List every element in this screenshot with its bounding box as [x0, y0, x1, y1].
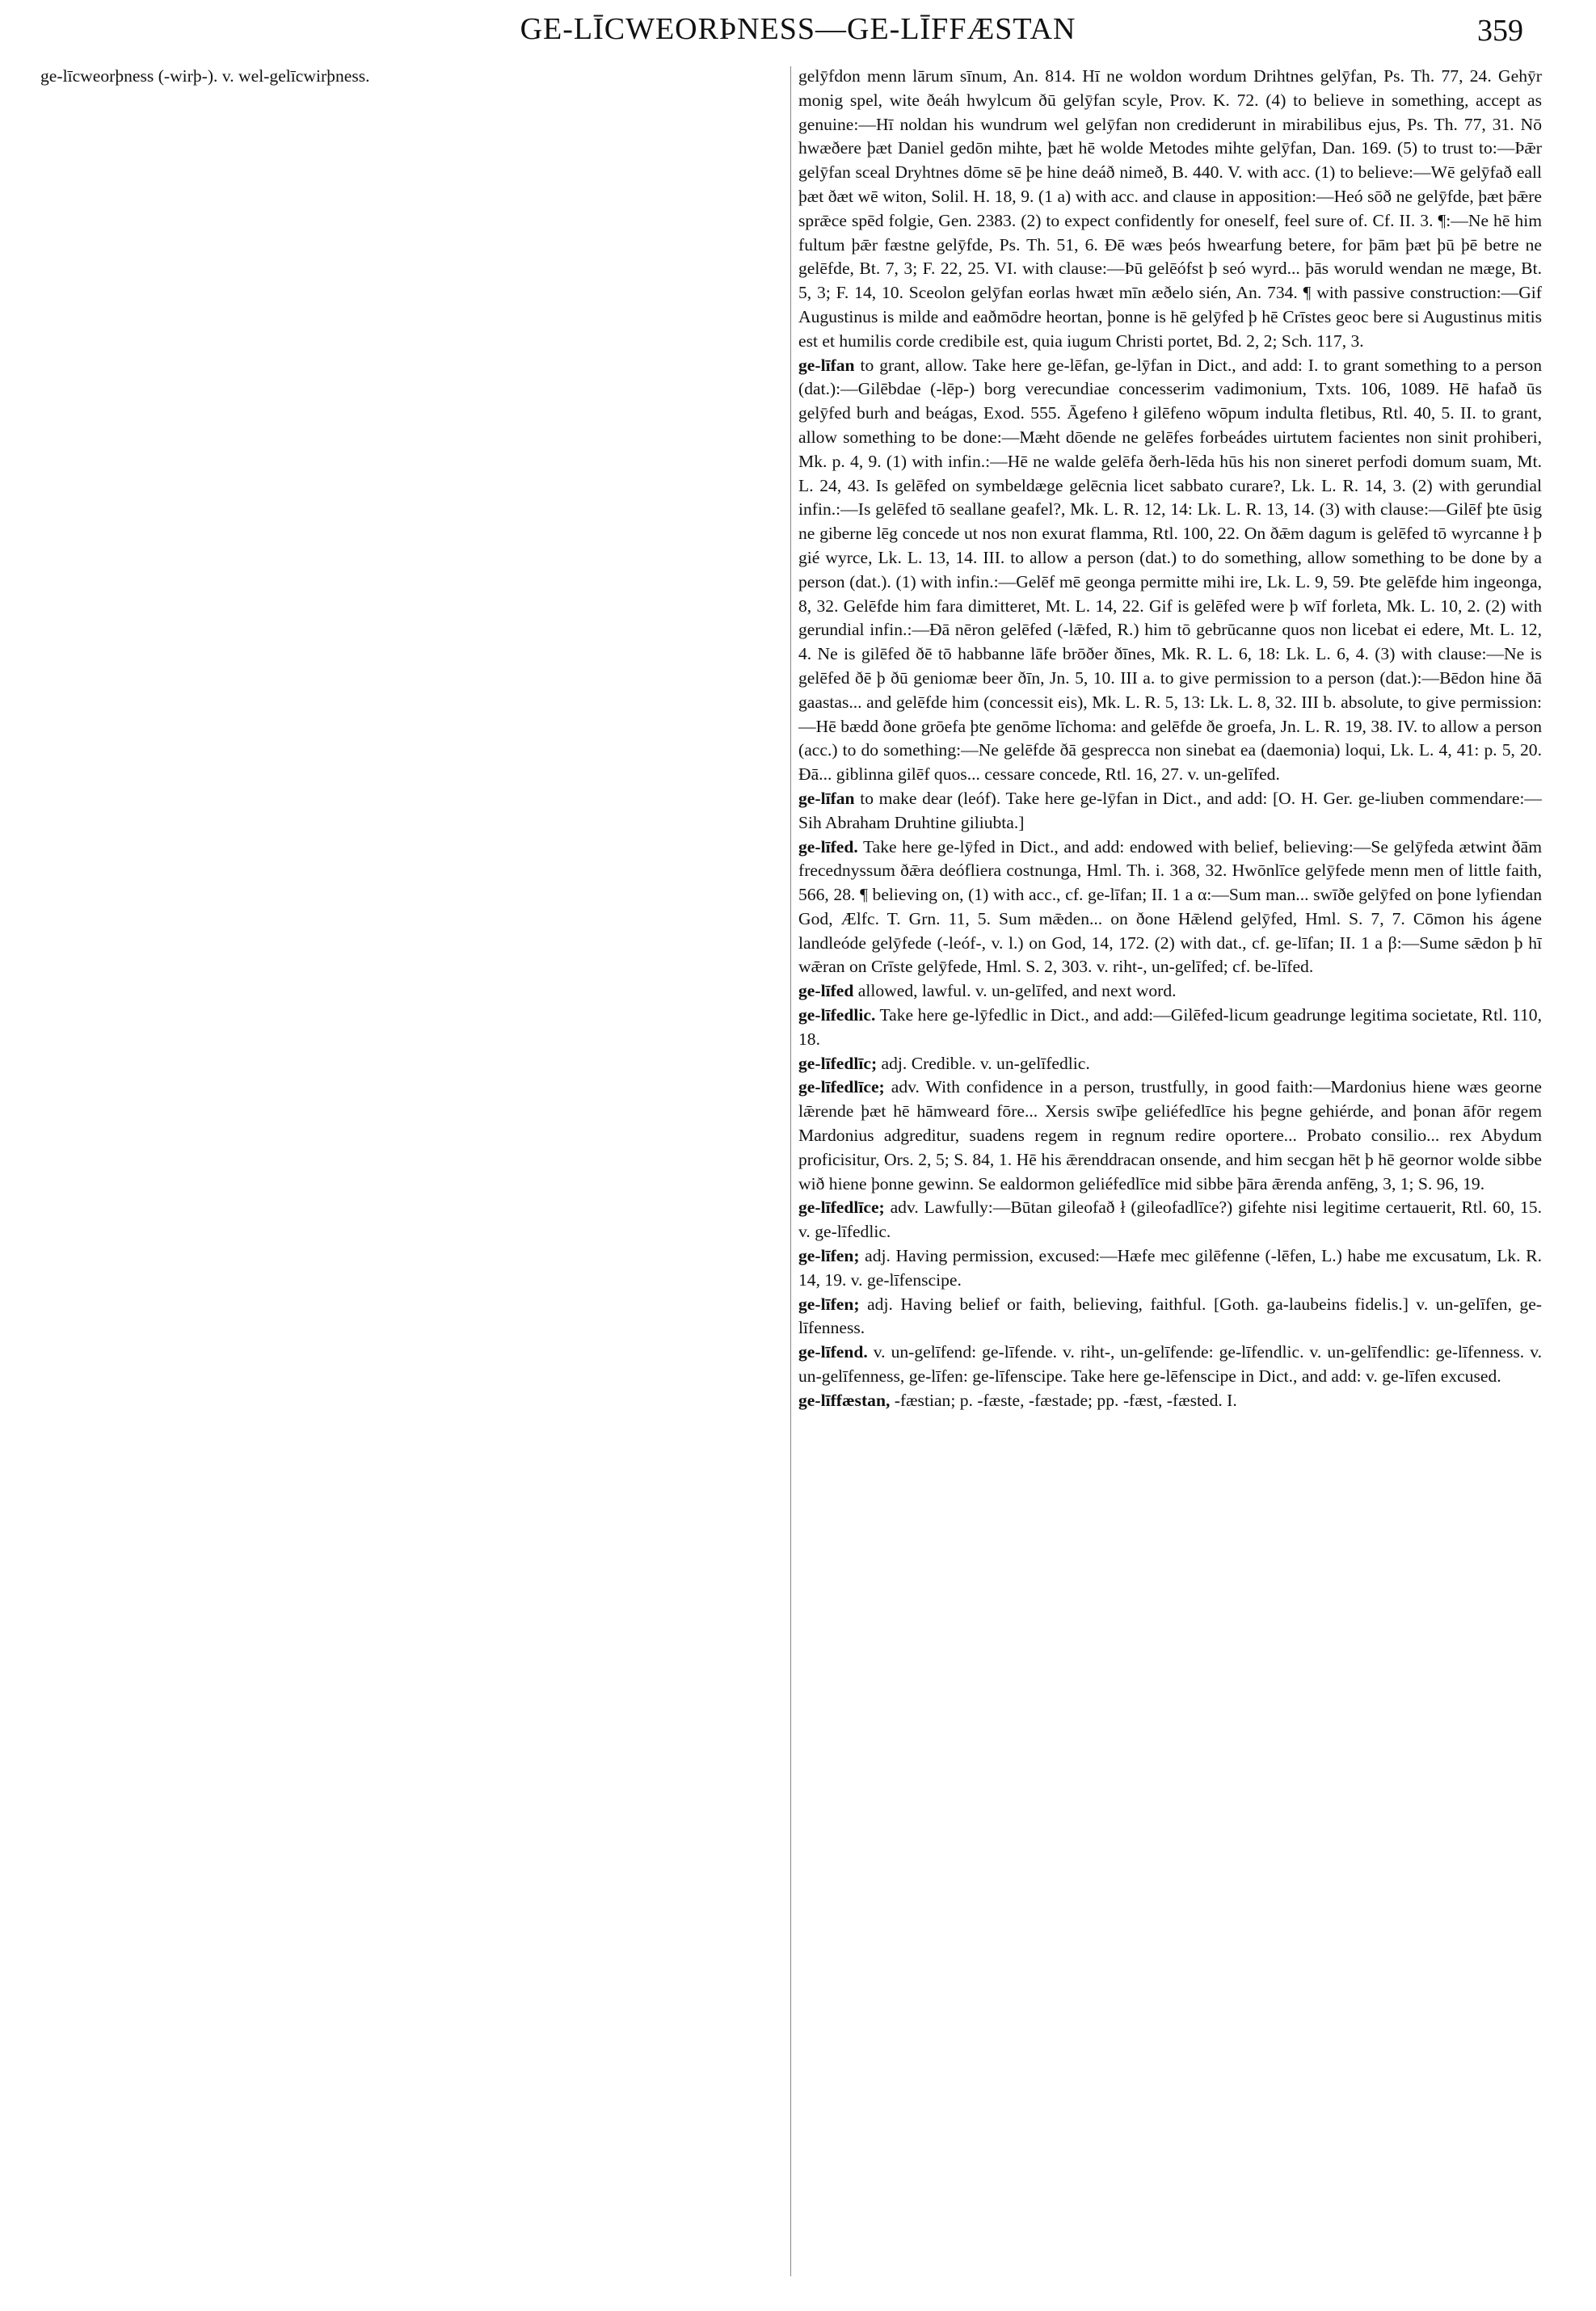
entry-gelifen-excused: ge-līfen; adj. Having permission, excused:—Hæfe mec gilēfenne (-lēfen, L.) habe me excusatum, Lk. R. 14, 19. v. ge-līfenscipe.: [798, 1246, 1542, 1290]
entry-gelifend: ge-līfend. v. un-gelīfend: ge-līfende. v. riht-, un-gelīfende: ge-līfendlic. v. un-gelīfendlic: ge-līfenness. v. un-gelīfenness, ge-līfen: ge-līfenscipe. Take here ge-lēfenscipe in Dict., and add: v. ge-līfen excused.: [798, 1342, 1542, 1387]
entry-gelifed: ge-līfed. Take here ge-lȳfed in Dict., and add: endowed with belief, believing:—Se gelȳfeda ætwint ðām frecednyssum ðǣra deófliera costnunga, Hml. Th. i. 368, 32. Hwōnlīce gelȳfede menn men of little faith, 566, 28. ¶ believing on, (1) with acc., cf. ge-līfan; II. 1 a α:—Sum man... swīðe gelȳfed on þone lyfiendan God, Ælfc. T. Grn. 11, 5. Sum mǣden... on ðone Hǣlend gelȳfed, Hml. S. 7, 7. Cōmon his ágene landleóde gelȳfede (-leóf-, v. l.) on God, 14, 172. (2) with dat., cf. ge-līfan; II. 1 a β:—Sume sǣdon þ hī wǣran on Crīste gelȳfede, Hml. S. 2, 303. v. riht-, un-gelīfed; cf. be-līfed.: [798, 836, 1542, 977]
entry-gelifan-believe-cont: gelȳfdon menn lārum sīnum, An. 814. Hī ne woldon wordum Drihtnes gelȳfan, Ps. Th. 77, 24. Gehȳr monig spel, wite ðeáh hwylcum ðū gelȳfan scyle, Prov. K. 72. (4) to believe in something, accept as genuine:—Hī noldan his wundrum wel gelȳfan non crediderunt in mirabilibus ejus, Ps. Th. 77, 31. Nō hwæðere þæt Daniel gedōn mihte, þæt hē wolde Metodes mihte gelȳfan, Dan. 169. (5) to trust to:—Þǣr gelȳfan sceal Dryhtnes dōme sē þe hine deáð nimeð, B. 440. V. with acc. (1) to believe:—Wē gelȳfað eall þæt ðæt wē witon, Solil. H. 18, 9. (1 a) with acc. and clause in apposition:—Heó sōð ne gelȳfde, þæt þǣre sprǣce spēd folgie, Gen. 2383. (2) to expect confidently for oneself, feel sure of. Cf. II. 3. ¶:—Ne hē him fultum þǣr fæstne gelȳfde, Ps. Th. 51, 6. Ðē wæs þeós hwearfung betere, for þām þæt þū þē betre ne gelēfde, Bt. 7, 3; F. 22, 25. VI. with clause:—Þū gelēófst þ seó wyrd... þās woruld wendan ne mæge, Bt. 5, 3; F. 14, 10. Sceolon gelȳfan eorlas hwæt mīn æðelo sién, An. 734. ¶ with passive construction:—Gif Augustinus is milde and eaðmōdre heortan, þonne is hē gelȳfed þ hē Crīstes geoc bere si Augustinus mitis est et humilis corde credibile est, quia iugum Christi portet, Bd. 2, 2; Sch. 117, 3.: [798, 66, 1542, 351]
left-column-text: ge-līcweorþness (-wirþ-). v. wel-gelīcwirþness.: [40, 66, 370, 86]
page-number: 359: [1477, 14, 1523, 48]
column-divider: [790, 66, 791, 2276]
entry-gelifedlic-adj: ge-līfedlīc; adj. Credible. v. un-gelīfedlic.: [798, 1053, 1090, 1073]
entry-gelifedlice-lawfully: ge-līfedlīce; adv. Lawfully:—Būtan gileofað ł (gileofadlīce?) gifehte nisi legitime certauerit, Rtl. 60, 15. v. ge-līfedlic.: [798, 1198, 1542, 1242]
entry-gelifen-faithful: ge-līfen; adj. Having belief or faith, believing, faithful. [Goth. ga-laubeins fidelis.] v. un-gelīfen, ge-līfenness.: [798, 1294, 1542, 1338]
entry-gelifedlic: ge-līfedlic. Take here ge-lȳfedlic in Dict., and add:—Gilēfed-licum geadrunge legitima societate, Rtl. 110, 18.: [798, 1005, 1542, 1049]
entry-gelifan-grant: ge-līfan to grant, allow. Take here ge-lēfan, ge-lȳfan in Dict., and add: I. to grant something to a person (dat.):—Gilēbdae (-lēp-) borg verecundiae concesserim vadimonium, Txts. 106, 1089. Hē hafað ūs gelȳfed burh and beágas, Exod. 555. Āgefeno ł gilēfeno wōpum indulta fletibus, Rtl. 40, 5. II. to grant, allow something to be done:—Mæht dōende ne gelēfes forbeádes uirtutem facientes non sinit prohiberi, Mk. p. 4, 9. (1) with infin.:—Hē ne walde gelēfa ðerh-lēda hūs his non sineret perfodi domum suam, Mt. L. 24, 43. Is gelēfed on symbeldæge gelēcnia licet sabbato curare?, Lk. L. R. 14, 3. (2) with gerundial infin.:—Is gelēfed tō seallane geafel?, Mk. L. R. 12, 14: Lk. L. R. 13, 14. (3) with clause:—Gilēf þte ūsig ne giberne lēg concede ut nos non exurat flamma, Rtl. 100, 22. On ðǣm dagum is gelēfed tō wyrcanne ł þ gié wyrce, Lk. L. 13, 14. III. to allow a person (dat.) to do something, allow something to be done by a person (dat.). (1) with infin.:—Gelēf mē geonga permitte mihi ire, Lk. L. 9, 59. Þte gelēfde him ingeonga, 8, 32. Gelēfde him fara dimitteret, Mt. L. 14, 22. Gif is gelēfed were þ wīf forleta, Mk. L. 10, 2. (2) with gerundial infin.:—Ðā nēron gelēfed (-lǣfed, R.) him tō gebrūcanne quos non licebat ei edere, Mt. L. 12, 4. Ne is gilēfed ðē tō habbanne lāfe brōðer ðīnes, Mk. R. L. 6, 18: Lk. L. 6, 4. (3) with clause:—Ne is gelēfed ðē þ ðū geniomæ beer ðīn, Jn. 5, 10. III a. to give permission to a person (dat.):—Bēdon hine ðā gaastas... and gelēfde him (concessit eis), Mk. L. R. 5, 13: Lk. L. 8, 32. III b. absolute, to give permission:—Hē bædd ðone grōefa þte genōme līchoma: and gelēfde ðe groefa, Jn. L. R. 19, 38. IV. to allow a person (acc.) to do something:—Ne gelēfde ðā gesprecca non sinebat ea (daemonia) loqui, Lk. L. 4, 41: p. 5, 20. Ðā... giblinna gilēf quos... cessare concede, Rtl. 16, 27. v. un-gelīfed.: [798, 355, 1542, 785]
entry-gelifan-make-dear: ge-līfan to make dear (leóf). Take here ge-lȳfan in Dict., and add: [O. H. Ger. ge-liuben commendare:—Sih Abraham Druhtine giliubta.]: [798, 788, 1542, 832]
left-column: [40, 65, 784, 2283]
entry-gelifedlice-trustfully: ge-līfedlīce; adv. With confidence in a person, trustfully, in good faith:—Mardonius hiene wæs georne lǣrende þæt hē hāmweard fōre... Xersis swīþe geliéfedlīce his þegne gehiérde, and þonan āfōr regem Mardonius adgreditur, suadens regem in regnum redire oportere... Probato consilio... rex Abydum proficisitur, Ors. 2, 5; S. 84, 1. Hē his ǣrenddracan onsende, and him secgan hēt þ hē geornor wolde sibbe wið hiene þonne gewinn. Se ealdormon geliéfedlīce mid sibbe þāra ǣrenda anfēng, 3, 1; S. 96, 19.: [798, 1077, 1542, 1193]
entry-gelifed-allowed: ge-līfed allowed, lawful. v. un-gelīfed, and next word.: [798, 981, 1177, 1001]
right-column: [798, 65, 1542, 2283]
running-head: GE-LĪCWEORÞNESS—GE-LĪFFÆSTAN: [520, 12, 1076, 46]
page-header: [73, 11, 1523, 58]
entry-geliffaestan: ge-līffæstan, -fæstian; p. -fæste, -fæstade; pp. -fæst, -fæsted. I.: [798, 1390, 1237, 1410]
